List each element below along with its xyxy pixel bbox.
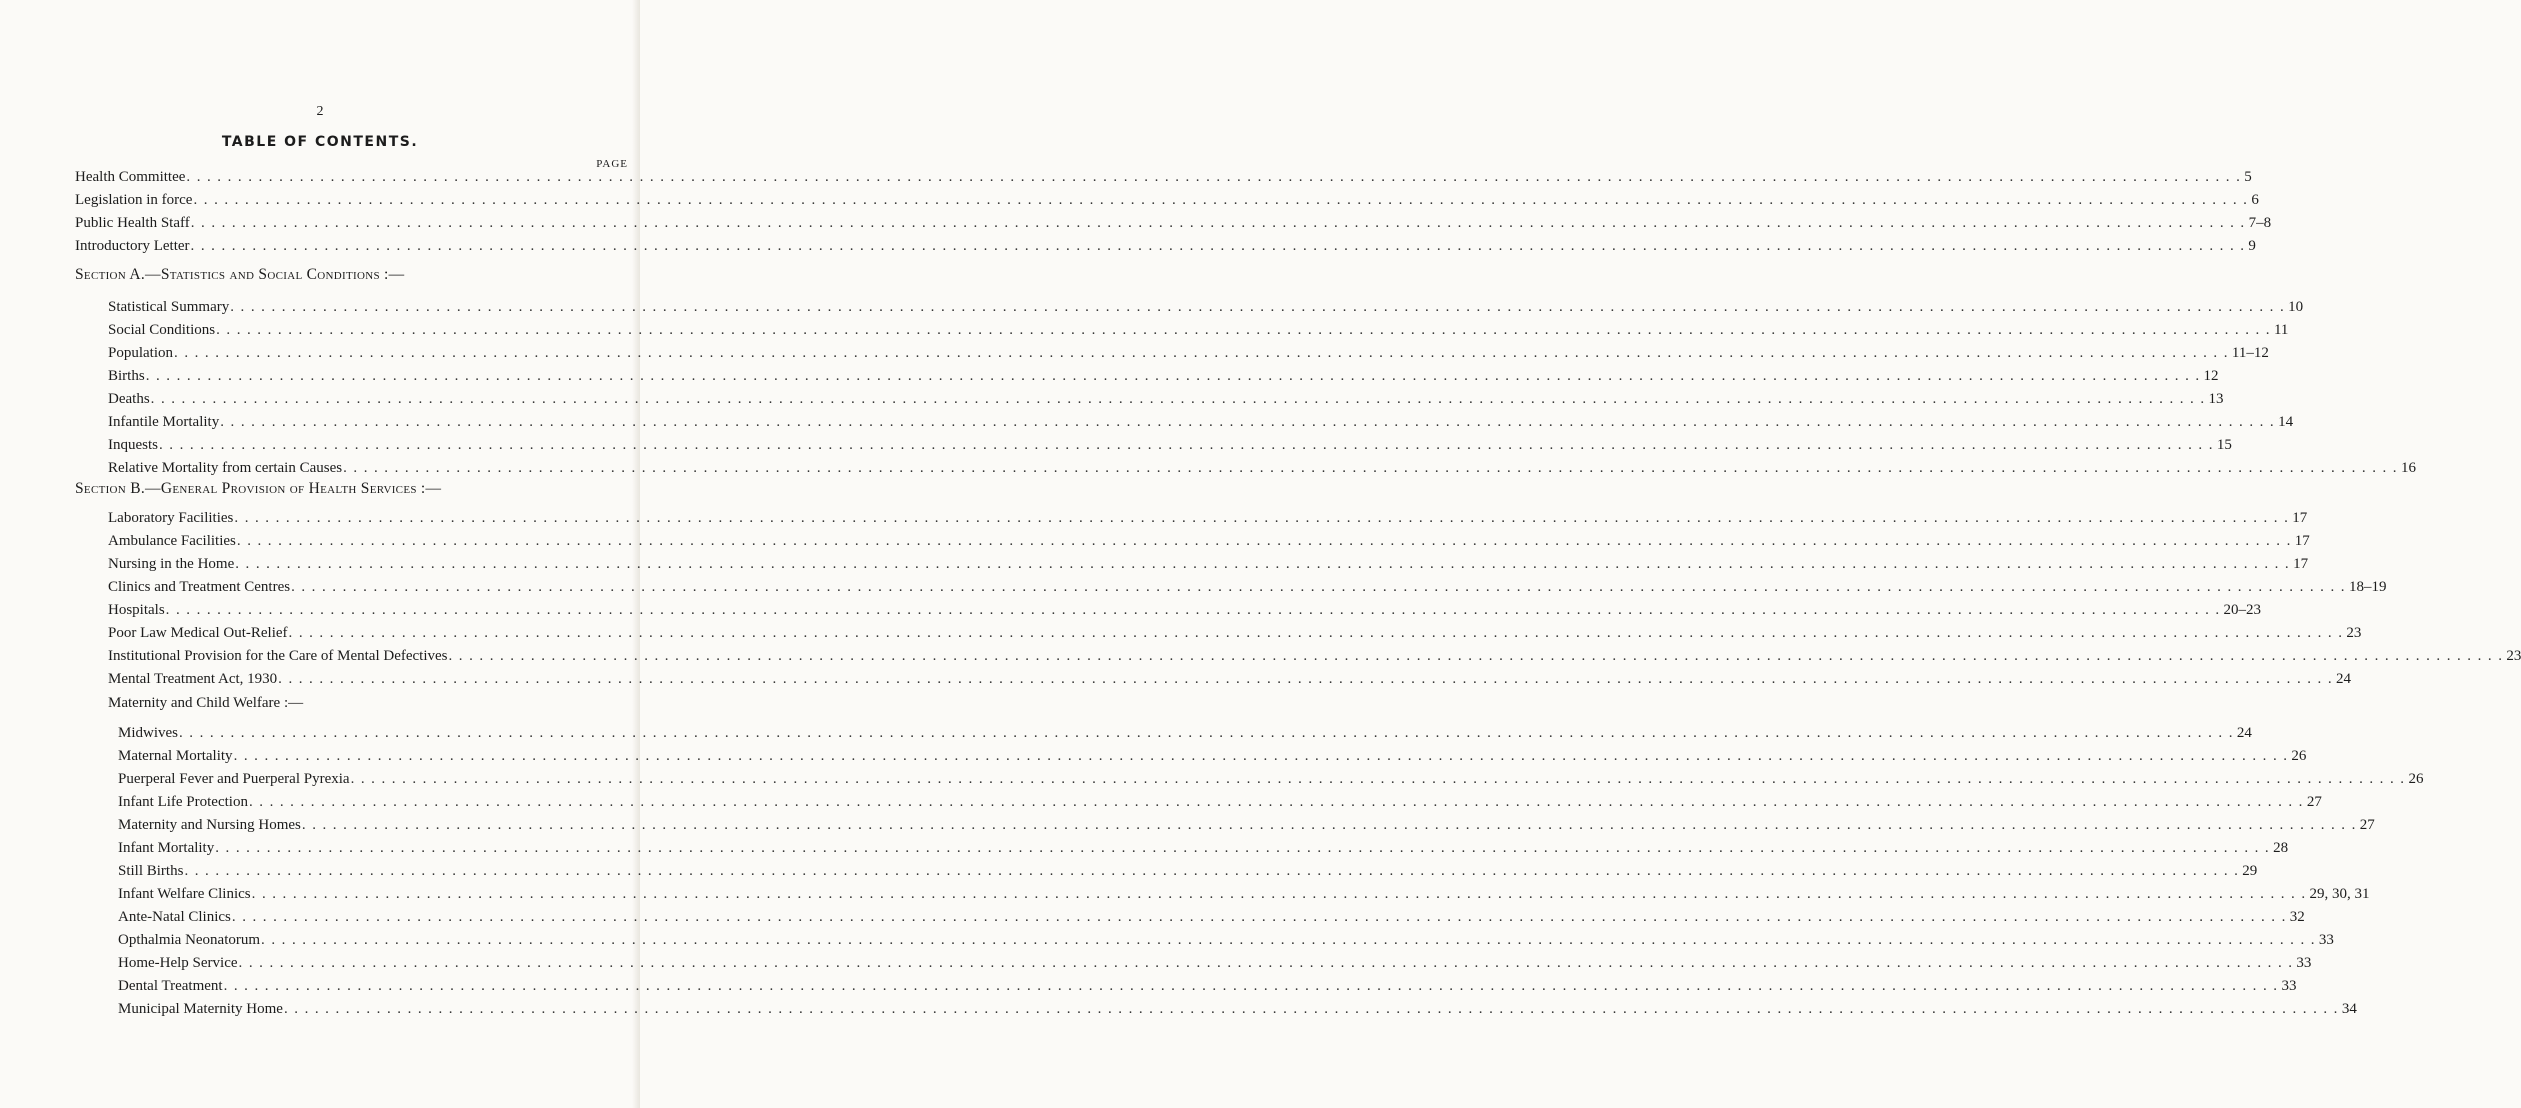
leader-dots: . . . . . . . . . . . . . . . . . . . . . . . . . . . . . . . . . . . . . . . . . . . . . . . . . . . . . . . . . . . . . . . . . . . . . . . . . . . . . . . . . . . . . . . . . . . . . . . . . . . . . . . . . . . . . . . . . . . . . . . . . . . . . . . . . . . . . . . . . . . . . . . . . . . . . . . . . . . . . . . . . . . . . . . . . . . . . . . . . . . . . . . . . . . . . . . . . . . . . . . .	[301, 817, 2357, 833]
toc-entry-label: Municipal Maternity Home	[118, 1001, 283, 1017]
leader-dots: . . . . . . . . . . . . . . . . . . . . . . . . . . . . . . . . . . . . . . . . . . . . . . . . . . . . . . . . . . . . . . . . . . . . . . . . . . . . . . . . . . . . . . . . . . . . . . . . . . . . . . . . . . . . . . . . . . . . . . . . . . . . . . . . . . . . . . . . . . . . . . . . . . . . . . . . . . . . . . . . . . . . . . . . . . . . . . . . . . . . . . . . . . . . . . . . . . . . . . . .	[261, 932, 2316, 948]
toc-entry	[118, 906, 2305, 928]
toc-entry-page: 12	[2203, 368, 2219, 384]
leader-dots: . . . . . . . . . . . . . . . . . . . . . . . . . . . . . . . . . . . . . . . . . . . . . . . . . . . . . . . . . . . . . . . . . . . . . . . . . . . . . . . . . . . . . . . . . . . . . . . . . . . . . . . . . . . . . . . . . . . . . . . . . . . . . . . . . . . . . . . . . . . . . . . . . . . . . . . . . . . . . . . . . . . . . . . . . . . . . . . . . . . . . . . . . . . . . . . . . . . . . . . .	[220, 414, 2276, 430]
toc-entry-label: Dental Treatment	[118, 978, 223, 994]
toc-entry-label: Puerperal Fever and Puerperal Pyrexia	[118, 771, 350, 787]
page-column-label: PAGE	[596, 158, 628, 170]
leader-dots: . . . . . . . . . . . . . . . . . . . . . . . . . . . . . . . . . . . . . . . . . . . . . . . . . . . . . . . . . . . . . . . . . . . . . . . . . . . . . . . . . . . . . . . . . . . . . . . . . . . . . . . . . . . . . . . . . . . . . . . . . . . . . . . . . . . . . . . . . . . . . . . . . . . . . . . . . . . . . . . . . . . . . . . . . . . . . . . . . . . . . . . . . . . . . . . . . . . . . . . .	[230, 299, 2286, 315]
toc-entry-page: 24	[2236, 725, 2252, 741]
toc-entry-page: 6	[2251, 192, 2259, 208]
leader-dots: . . . . . . . . . . . . . . . . . . . . . . . . . . . . . . . . . . . . . . . . . . . . . . . . . . . . . . . . . . . . . . . . . . . . . . . . . . . . . . . . . . . . . . . . . . . . . . . . . . . . . . . . . . . . . . . . . . . . . . . . . . . . . . . . . . . . . . . . . . . . . . . . . . . . . . . . . . . . . . . . . . . . . . . . . . . . . . . . . . . . . . . . . . . . . . . . . . . . . . . .	[343, 460, 2398, 476]
toc-entry-page: 28	[2273, 840, 2289, 856]
section-a-heading: Section A.—Statistics and Social Conditions :—	[75, 266, 405, 283]
toc-entry-page: 9	[2248, 238, 2256, 254]
toc-entry	[75, 212, 2272, 234]
toc-entry-page: 33	[2318, 932, 2334, 948]
leader-dots: . . . . . . . . . . . . . . . . . . . . . . . . . . . . . . . . . . . . . . . . . . . . . . . . . . . . . . . . . . . . . . . . . . . . . . . . . . . . . . . . . . . . . . . . . . . . . . . . . . . . . . . . . . . . . . . . . . . . . . . . . . . . . . . . . . . . . . . . . . . . . . . . . . . . . . . . . . . . . . . . . . . . . . . . . . . . . . . . . . . . . . . . . . . . . . . . . . . . . . . .	[184, 863, 2240, 879]
toc-entry-page: 14	[2278, 414, 2294, 430]
leader-dots: . . . . . . . . . . . . . . . . . . . . . . . . . . . . . . . . . . . . . . . . . . . . . . . . . . . . . . . . . . . . . . . . . . . . . . . . . . . . . . . . . . . . . . . . . . . . . . . . . . . . . . . . . . . . . . . . . . . . . . . . . . . . . . . . . . . . . . . . . . . . . . . . . . . . . . . . . . . . . . . . . . . . . . . . . . . . . . . . . . . . . . . . . . . . . . . . . . . . . . . .	[223, 978, 2279, 994]
toc-entry-label: Midwives	[118, 725, 178, 741]
toc-entry-label: Laboratory Facilities	[108, 510, 234, 526]
toc-entry	[118, 883, 2370, 905]
toc-entry-page: 11	[2273, 322, 2289, 338]
toc-entry-label: Ante-Natal Clinics	[118, 909, 231, 925]
toc-entry-label: Legislation in force	[75, 192, 193, 208]
toc-entry-label: Deaths	[108, 391, 150, 407]
toc-entry-page: 17	[2292, 510, 2308, 526]
toc-entry-label: Nursing in the Home	[108, 556, 235, 572]
toc-entry-label: Still Births	[118, 863, 184, 879]
toc-entry-label: Infant Mortality	[118, 840, 215, 856]
toc-entry-page: 32	[2289, 909, 2305, 925]
leader-dots: . . . . . . . . . . . . . . . . . . . . . . . . . . . . . . . . . . . . . . . . . . . . . . . . . . . . . . . . . . . . . . . . . . . . . . . . . . . . . . . . . . . . . . . . . . . . . . . . . . . . . . . . . . . . . . . . . . . . . . . . . . . . . . . . . . . . . . . . . . . . . . . . . . . . . . . . . . . . . . . . . . . . . . . . . . . . . . . . . . . . . . . . . . . . . . . . . . . . . . . .	[448, 648, 2504, 664]
toc-entry	[108, 645, 2521, 667]
toc-entry-page: 29, 30, 31	[2309, 886, 2370, 902]
leader-dots: . . . . . . . . . . . . . . . . . . . . . . . . . . . . . . . . . . . . . . . . . . . . . . . . . . . . . . . . . . . . . . . . . . . . . . . . . . . . . . . . . . . . . . . . . . . . . . . . . . . . . . . . . . . . . . . . . . . . . . . . . . . . . . . . . . . . . . . . . . . . . . . . . . . . . . . . . . . . . . . . . . . . . . . . . . . . . . . . . . . . . . . . . . . . . . . . . . . . . . . .	[231, 909, 2287, 925]
toc-entry	[108, 622, 2362, 644]
toc-entry	[108, 388, 2224, 410]
leader-dots: . . . . . . . . . . . . . . . . . . . . . . . . . . . . . . . . . . . . . . . . . . . . . . . . . . . . . . . . . . . . . . . . . . . . . . . . . . . . . . . . . . . . . . . . . . . . . . . . . . . . . . . . . . . . . . . . . . . . . . . . . . . . . . . . . . . . . . . . . . . . . . . . . . . . . . . . . . . . . . . . . . . . . . . . . . . . . . . . . . . . . . . . . . . . . . . . . . . . . . . .	[159, 437, 2214, 453]
toc-entry-label: Introductory Letter	[75, 238, 190, 254]
toc-entry-page: 26	[2408, 771, 2424, 787]
toc-entry-label: Ambulance Facilities	[108, 533, 236, 549]
toc-entry-label: Inquests	[108, 437, 158, 453]
toc-entry-label: Population	[108, 345, 174, 361]
toc-entry-page: 23	[2506, 648, 2521, 664]
toc-entry-label: Home-Help Service	[118, 955, 238, 971]
toc-entry	[75, 189, 2259, 211]
toc-entry-page: 33	[2296, 955, 2312, 971]
toc-entry	[108, 599, 2262, 621]
toc-entry	[118, 814, 2375, 836]
toc-entry-page: 29	[2242, 863, 2258, 879]
leader-dots: . . . . . . . . . . . . . . . . . . . . . . . . . . . . . . . . . . . . . . . . . . . . . . . . . . . . . . . . . . . . . . . . . . . . . . . . . . . . . . . . . . . . . . . . . . . . . . . . . . . . . . . . . . . . . . . . . . . . . . . . . . . . . . . . . . . . . . . . . . . . . . . . . . . . . . . . . . . . . . . . . . . . . . . . . . . . . . . . . . . . . . . . . . . . . . . . . . . . . . . .	[238, 955, 2294, 971]
leader-dots: . . . . . . . . . . . . . . . . . . . . . . . . . . . . . . . . . . . . . . . . . . . . . . . . . . . . . . . . . . . . . . . . . . . . . . . . . . . . . . . . . . . . . . . . . . . . . . . . . . . . . . . . . . . . . . . . . . . . . . . . . . . . . . . . . . . . . . . . . . . . . . . . . . . . . . . . . . . . . . . . . . . . . . . . . . . . . . . . . . . . . . . . . . . . . . . . . . . . . . . .	[251, 886, 2307, 902]
toc-entry-page: 15	[2216, 437, 2232, 453]
toc-entry	[118, 929, 2334, 951]
toc-entry	[108, 457, 2416, 479]
leader-dots: . . . . . . . . . . . . . . . . . . . . . . . . . . . . . . . . . . . . . . . . . . . . . . . . . . . . . . . . . . . . . . . . . . . . . . . . . . . . . . . . . . . . . . . . . . . . . . . . . . . . . . . . . . . . . . . . . . . . . . . . . . . . . . . . . . . . . . . . . . . . . . . . . . . . . . . . . . . . . . . . . . . . . . . . . . . . . . . . . . . . . . . . . . . . . . . . . . . . . . . .	[236, 533, 2292, 549]
toc-entry-page: 17	[2294, 533, 2310, 549]
toc-entry	[118, 975, 2297, 997]
toc-entry-page: 5	[2244, 169, 2252, 185]
leader-dots: . . . . . . . . . . . . . . . . . . . . . . . . . . . . . . . . . . . . . . . . . . . . . . . . . . . . . . . . . . . . . . . . . . . . . . . . . . . . . . . . . . . . . . . . . . . . . . . . . . . . . . . . . . . . . . . . . . . . . . . . . . . . . . . . . . . . . . . . . . . . . . . . . . . . . . . . . . . . . . . . . . . . . . . . . . . . . . . . . . . . . . . . . . . . . . . . . . . . . . . .	[235, 556, 2291, 572]
leader-dots: . . . . . . . . . . . . . . . . . . . . . . . . . . . . . . . . . . . . . . . . . . . . . . . . . . . . . . . . . . . . . . . . . . . . . . . . . . . . . . . . . . . . . . . . . . . . . . . . . . . . . . . . . . . . . . . . . . . . . . . . . . . . . . . . . . . . . . . . . . . . . . . . . . . . . . . . . . . . . . . . . . . . . . . . . . . . . . . . . . . . . . . . . . . . . . . . . . . . . . . .	[215, 840, 2271, 856]
section-b-heading: Section B.—General Provision of Health Services :—	[75, 480, 442, 497]
toc-entry	[108, 553, 2309, 575]
leader-dots: . . . . . . . . . . . . . . . . . . . . . . . . . . . . . . . . . . . . . . . . . . . . . . . . . . . . . . . . . . . . . . . . . . . . . . . . . . . . . . . . . . . . . . . . . . . . . . . . . . . . . . . . . . . . . . . . . . . . . . . . . . . . . . . . . . . . . . . . . . . . . . . . . . . . . . . . . . . . . . . . . . . . . . . . . . . . . . . . . . . . . . . . . . . . . . . . . . . . . . . .	[234, 510, 2290, 526]
toc-entry-page: 18–19	[2348, 579, 2387, 595]
toc-entry	[118, 837, 2289, 859]
leader-dots: . . . . . . . . . . . . . . . . . . . . . . . . . . . . . . . . . . . . . . . . . . . . . . . . . . . . . . . . . . . . . . . . . . . . . . . . . . . . . . . . . . . . . . . . . . . . . . . . . . . . . . . . . . . . . . . . . . . . . . . . . . . . . . . . . . . . . . . . . . . . . . . . . . . . . . . . . . . . . . . . . . . . . . . . . . . . . . . . . . . . . . . . . . . . . . . . . . . . . . . .	[174, 345, 2229, 361]
toc-entry-page: 17	[2293, 556, 2309, 572]
leader-dots: . . . . . . . . . . . . . . . . . . . . . . . . . . . . . . . . . . . . . . . . . . . . . . . . . . . . . . . . . . . . . . . . . . . . . . . . . . . . . . . . . . . . . . . . . . . . . . . . . . . . . . . . . . . . . . . . . . . . . . . . . . . . . . . . . . . . . . . . . . . . . . . . . . . . . . . . . . . . . . . . . . . . . . . . . . . . . . . . . . . . . . . . . . . . . . . . . . . . . . . .	[233, 748, 2289, 764]
leader-dots: . . . . . . . . . . . . . . . . . . . . . . . . . . . . . . . . . . . . . . . . . . . . . . . . . . . . . . . . . . . . . . . . . . . . . . . . . . . . . . . . . . . . . . . . . . . . . . . . . . . . . . . . . . . . . . . . . . . . . . . . . . . . . . . . . . . . . . . . . . . . . . . . . . . . . . . . . . . . . . . . . . . . . . . . . . . . . . . . . . . . . . . . . . . . . . . . . . . . . . . .	[291, 579, 2346, 595]
toc-entry	[108, 296, 2304, 318]
toc-entry-page: 7–8	[2248, 215, 2272, 231]
toc-entry-label: Statistical Summary	[108, 299, 230, 315]
toc-entry-page: 11–12	[2231, 345, 2269, 361]
leader-dots: . . . . . . . . . . . . . . . . . . . . . . . . . . . . . . . . . . . . . . . . . . . . . . . . . . . . . . . . . . . . . . . . . . . . . . . . . . . . . . . . . . . . . . . . . . . . . . . . . . . . . . . . . . . . . . . . . . . . . . . . . . . . . . . . . . . . . . . . . . . . . . . . . . . . . . . . . . . . . . . . . . . . . . . . . . . . . . . . . . . . . . . . . . . . . . . . . . . . . . . .	[150, 391, 2206, 407]
toc-entry-label: Infant Life Protection	[118, 794, 248, 810]
toc-entry	[118, 722, 2252, 744]
toc-entry	[108, 342, 2269, 364]
toc-entry-label: Institutional Provision for the Care of Mental Defectives	[108, 648, 448, 664]
toc-entry-label: Social Conditions	[108, 322, 216, 338]
toc-entry	[108, 319, 2289, 341]
toc-entry	[118, 860, 2258, 882]
toc-entry	[108, 576, 2387, 598]
toc-entry	[118, 998, 2357, 1020]
toc-entry	[118, 791, 2322, 813]
toc-entry-label: Births	[108, 368, 145, 384]
toc-entry-page: 23	[2346, 625, 2362, 641]
toc-entry-label: Maternal Mortality	[118, 748, 233, 764]
toc-entry-page: 27	[2359, 817, 2375, 833]
toc-entry-page: 20–23	[2223, 602, 2262, 618]
toc-entry-page: 26	[2291, 748, 2307, 764]
toc-entry-page: 24	[2336, 671, 2352, 687]
toc-entry-label: Public Health Staff	[75, 215, 190, 231]
toc-entry	[118, 745, 2307, 767]
toc-entry-page: 13	[2208, 391, 2224, 407]
toc-entry-page: 34	[2341, 1001, 2357, 1017]
toc-entry	[75, 235, 2256, 257]
toc-entry	[108, 668, 2352, 690]
toc-entry-label: Poor Law Medical Out-Relief	[108, 625, 288, 641]
leader-dots: . . . . . . . . . . . . . . . . . . . . . . . . . . . . . . . . . . . . . . . . . . . . . . . . . . . . . . . . . . . . . . . . . . . . . . . . . . . . . . . . . . . . . . . . . . . . . . . . . . . . . . . . . . . . . . . . . . . . . . . . . . . . . . . . . . . . . . . . . . . . . . . . . . . . . . . . . . . . . . . . . . . . . . . . . . . . . . . . . . . . . . . . . . . . . . . . . . . . . . . .	[278, 671, 2334, 687]
leader-dots: . . . . . . . . . . . . . . . . . . . . . . . . . . . . . . . . . . . . . . . . . . . . . . . . . . . . . . . . . . . . . . . . . . . . . . . . . . . . . . . . . . . . . . . . . . . . . . . . . . . . . . . . . . . . . . . . . . . . . . . . . . . . . . . . . . . . . . . . . . . . . . . . . . . . . . . . . . . . . . . . . . . . . . . . . . . . . . . . . . . . . . . . . . . . . . . . . . . . . . . .	[216, 322, 2271, 338]
toc-entry-label: Hospitals	[108, 602, 165, 618]
toc-entry-label: Infant Welfare Clinics	[118, 886, 251, 902]
toc-entry-page: 16	[2400, 460, 2416, 476]
toc-entry-label: Mental Treatment Act, 1930	[108, 671, 278, 687]
toc-entry	[108, 411, 2294, 433]
leader-dots: . . . . . . . . . . . . . . . . . . . . . . . . . . . . . . . . . . . . . . . . . . . . . . . . . . . . . . . . . . . . . . . . . . . . . . . . . . . . . . . . . . . . . . . . . . . . . . . . . . . . . . . . . . . . . . . . . . . . . . . . . . . . . . . . . . . . . . . . . . . . . . . . . . . . . . . . . . . . . . . . . . . . . . . . . . . . . . . . . . . . . . . . . . . . . . . . . . . . . . . .	[283, 1001, 2339, 1017]
page-number: 2	[316, 104, 324, 119]
toc-entry-page: 27	[2306, 794, 2322, 810]
leader-dots: . . . . . . . . . . . . . . . . . . . . . . . . . . . . . . . . . . . . . . . . . . . . . . . . . . . . . . . . . . . . . . . . . . . . . . . . . . . . . . . . . . . . . . . . . . . . . . . . . . . . . . . . . . . . . . . . . . . . . . . . . . . . . . . . . . . . . . . . . . . . . . . . . . . . . . . . . . . . . . . . . . . . . . . . . . . . . . . . . . . . . . . . . . . . . . . . . . . . . . . .	[193, 192, 2249, 208]
leader-dots: . . . . . . . . . . . . . . . . . . . . . . . . . . . . . . . . . . . . . . . . . . . . . . . . . . . . . . . . . . . . . . . . . . . . . . . . . . . . . . . . . . . . . . . . . . . . . . . . . . . . . . . . . . . . . . . . . . . . . . . . . . . . . . . . . . . . . . . . . . . . . . . . . . . . . . . . . . . . . . . . . . . . . . . . . . . . . . . . . . . . . . . . . . . . . . . . . . . . . . . .	[165, 602, 2221, 618]
toc-entry	[118, 952, 2312, 974]
toc-entry	[75, 166, 2252, 188]
toc-entry	[108, 365, 2219, 387]
toc-entry	[108, 507, 2308, 529]
toc-entry-label: Infantile Mortality	[108, 414, 220, 430]
toc-entry	[108, 434, 2232, 456]
leader-dots: . . . . . . . . . . . . . . . . . . . . . . . . . . . . . . . . . . . . . . . . . . . . . . . . . . . . . . . . . . . . . . . . . . . . . . . . . . . . . . . . . . . . . . . . . . . . . . . . . . . . . . . . . . . . . . . . . . . . . . . . . . . . . . . . . . . . . . . . . . . . . . . . . . . . . . . . . . . . . . . . . . . . . . . . . . . . . . . . . . . . . . . . . . . . . . . . . . . . . . . .	[288, 625, 2344, 641]
leader-dots: . . . . . . . . . . . . . . . . . . . . . . . . . . . . . . . . . . . . . . . . . . . . . . . . . . . . . . . . . . . . . . . . . . . . . . . . . . . . . . . . . . . . . . . . . . . . . . . . . . . . . . . . . . . . . . . . . . . . . . . . . . . . . . . . . . . . . . . . . . . . . . . . . . . . . . . . . . . . . . . . . . . . . . . . . . . . . . . . . . . . . . . . . . . . . . . . . . . . . . . .	[179, 725, 2234, 741]
toc-entry-page: 33	[2281, 978, 2297, 994]
toc-entry-label: Health Committee	[75, 169, 186, 185]
toc-entry-label: Opthalmia Neonatorum	[118, 932, 261, 948]
toc-entry-label: Maternity and Nursing Homes	[118, 817, 301, 833]
leader-dots: . . . . . . . . . . . . . . . . . . . . . . . . . . . . . . . . . . . . . . . . . . . . . . . . . . . . . . . . . . . . . . . . . . . . . . . . . . . . . . . . . . . . . . . . . . . . . . . . . . . . . . . . . . . . . . . . . . . . . . . . . . . . . . . . . . . . . . . . . . . . . . . . . . . . . . . . . . . . . . . . . . . . . . . . . . . . . . . . . . . . . . . . . . . . . . . . . . . . . . . .	[350, 771, 2406, 787]
maternity-child-welfare-heading: Maternity and Child Welfare :—	[108, 695, 304, 711]
page-title: TABLE OF CONTENTS.	[221, 134, 419, 150]
toc-entry	[108, 530, 2310, 552]
leader-dots: . . . . . . . . . . . . . . . . . . . . . . . . . . . . . . . . . . . . . . . . . . . . . . . . . . . . . . . . . . . . . . . . . . . . . . . . . . . . . . . . . . . . . . . . . . . . . . . . . . . . . . . . . . . . . . . . . . . . . . . . . . . . . . . . . . . . . . . . . . . . . . . . . . . . . . . . . . . . . . . . . . . . . . . . . . . . . . . . . . . . . . . . . . . . . . . . . . . . . . . .	[190, 238, 2246, 254]
toc-entry-label: Relative Mortality from certain Causes	[108, 460, 343, 476]
leader-dots: . . . . . . . . . . . . . . . . . . . . . . . . . . . . . . . . . . . . . . . . . . . . . . . . . . . . . . . . . . . . . . . . . . . . . . . . . . . . . . . . . . . . . . . . . . . . . . . . . . . . . . . . . . . . . . . . . . . . . . . . . . . . . . . . . . . . . . . . . . . . . . . . . . . . . . . . . . . . . . . . . . . . . . . . . . . . . . . . . . . . . . . . . . . . . . . . . . . . . . . .	[248, 794, 2304, 810]
toc-entry	[118, 768, 2424, 790]
toc-entry-label: Clinics and Treatment Centres	[108, 579, 291, 595]
leader-dots: . . . . . . . . . . . . . . . . . . . . . . . . . . . . . . . . . . . . . . . . . . . . . . . . . . . . . . . . . . . . . . . . . . . . . . . . . . . . . . . . . . . . . . . . . . . . . . . . . . . . . . . . . . . . . . . . . . . . . . . . . . . . . . . . . . . . . . . . . . . . . . . . . . . . . . . . . . . . . . . . . . . . . . . . . . . . . . . . . . . . . . . . . . . . . . . . . . . . . . . .	[190, 215, 2246, 231]
leader-dots: . . . . . . . . . . . . . . . . . . . . . . . . . . . . . . . . . . . . . . . . . . . . . . . . . . . . . . . . . . . . . . . . . . . . . . . . . . . . . . . . . . . . . . . . . . . . . . . . . . . . . . . . . . . . . . . . . . . . . . . . . . . . . . . . . . . . . . . . . . . . . . . . . . . . . . . . . . . . . . . . . . . . . . . . . . . . . . . . . . . . . . . . . . . . . . . . . . . . . . . .	[145, 368, 2201, 384]
toc-entry-page: 10	[2288, 299, 2304, 315]
leader-dots: . . . . . . . . . . . . . . . . . . . . . . . . . . . . . . . . . . . . . . . . . . . . . . . . . . . . . . . . . . . . . . . . . . . . . . . . . . . . . . . . . . . . . . . . . . . . . . . . . . . . . . . . . . . . . . . . . . . . . . . . . . . . . . . . . . . . . . . . . . . . . . . . . . . . . . . . . . . . . . . . . . . . . . . . . . . . . . . . . . . . . . . . . . . . . . . . . . . . . . . .	[186, 169, 2242, 185]
